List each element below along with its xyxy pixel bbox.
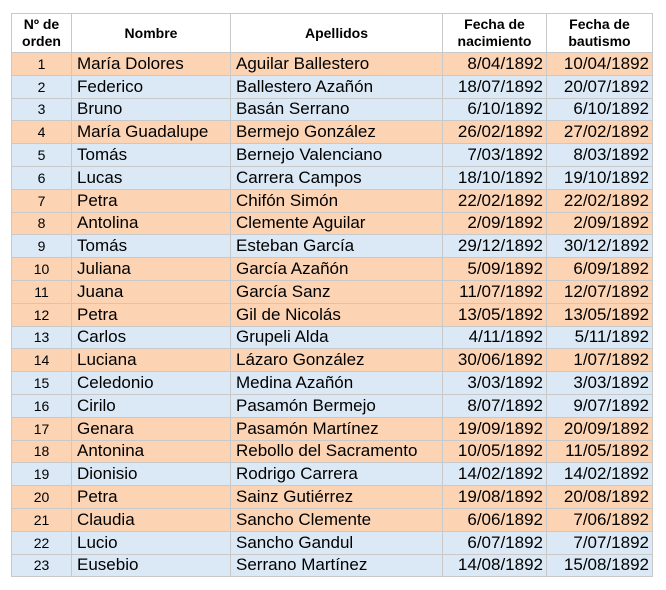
cell-nacimiento: 18/07/1892	[443, 75, 547, 98]
cell-orden: 22	[12, 531, 72, 554]
cell-nombre: Petra	[72, 303, 231, 326]
cell-nacimiento: 6/06/1892	[443, 508, 547, 531]
cell-nombre: Bruno	[72, 98, 231, 121]
cell-nacimiento: 6/10/1892	[443, 98, 547, 121]
cell-orden: 4	[12, 121, 72, 144]
cell-nombre: Tomás	[72, 235, 231, 258]
table-row	[12, 166, 653, 189]
cell-nacimiento: 14/08/1892	[443, 554, 547, 577]
table-row	[12, 463, 653, 486]
cell-nacimiento: 13/05/1892	[443, 303, 547, 326]
cell-bautismo: 12/07/1892	[547, 280, 653, 303]
cell-nombre: Cirilo	[72, 394, 231, 417]
cell-nacimiento: 11/07/1892	[443, 280, 547, 303]
table-row	[12, 554, 653, 577]
cell-nombre: Carlos	[72, 326, 231, 349]
cell-orden: 13	[12, 326, 72, 349]
table-row	[12, 372, 653, 395]
cell-nombre: María Guadalupe	[72, 121, 231, 144]
cell-bautismo: 14/02/1892	[547, 463, 653, 486]
baptism-register-table	[11, 13, 653, 577]
cell-orden: 11	[12, 280, 72, 303]
table-row	[12, 349, 653, 372]
cell-apellidos: Rodrigo Carrera	[231, 463, 443, 486]
table-row	[12, 486, 653, 509]
table-row	[12, 98, 653, 121]
cell-nombre: Juliana	[72, 258, 231, 281]
cell-apellidos: Pasamón Bermejo	[231, 394, 443, 417]
cell-apellidos: Sainz Gutiérrez	[231, 486, 443, 509]
cell-nombre: Eusebio	[72, 554, 231, 577]
cell-nombre: Genara	[72, 417, 231, 440]
cell-orden: 3	[12, 98, 72, 121]
cell-orden: 18	[12, 440, 72, 463]
cell-apellidos: Gil de Nicolás	[231, 303, 443, 326]
table-row	[12, 326, 653, 349]
header-row	[12, 14, 653, 53]
cell-bautismo: 3/03/1892	[547, 372, 653, 395]
table-row	[12, 53, 653, 76]
table-row	[12, 417, 653, 440]
table-row	[12, 212, 653, 235]
cell-bautismo: 6/10/1892	[547, 98, 653, 121]
cell-orden: 1	[12, 53, 72, 76]
cell-nacimiento: 2/09/1892	[443, 212, 547, 235]
cell-orden: 14	[12, 349, 72, 372]
cell-apellidos: Esteban García	[231, 235, 443, 258]
cell-apellidos: García Azañón	[231, 258, 443, 281]
table-row	[12, 280, 653, 303]
cell-nombre: Petra	[72, 486, 231, 509]
cell-nombre: Petra	[72, 189, 231, 212]
cell-apellidos: Pasamón Martínez	[231, 417, 443, 440]
cell-nacimiento: 10/05/1892	[443, 440, 547, 463]
cell-nacimiento: 7/03/1892	[443, 144, 547, 167]
cell-orden: 10	[12, 258, 72, 281]
cell-apellidos: Grupeli Alda	[231, 326, 443, 349]
header-apellidos: Apellidos	[231, 14, 443, 53]
cell-apellidos: Bernejo Valenciano	[231, 144, 443, 167]
table-row	[12, 440, 653, 463]
cell-apellidos: Ballestero Azañón	[231, 75, 443, 98]
cell-orden: 8	[12, 212, 72, 235]
cell-nacimiento: 30/06/1892	[443, 349, 547, 372]
cell-nacimiento: 6/07/1892	[443, 531, 547, 554]
cell-orden: 12	[12, 303, 72, 326]
cell-nombre: Antonina	[72, 440, 231, 463]
cell-apellidos: Lázaro González	[231, 349, 443, 372]
cell-nacimiento: 22/02/1892	[443, 189, 547, 212]
table-row	[12, 508, 653, 531]
cell-bautismo: 27/02/1892	[547, 121, 653, 144]
header-nombre: Nombre	[72, 14, 231, 53]
cell-orden: 17	[12, 417, 72, 440]
cell-nacimiento: 8/07/1892	[443, 394, 547, 417]
cell-nombre: Tomás	[72, 144, 231, 167]
table-row	[12, 144, 653, 167]
cell-apellidos: Bermejo González	[231, 121, 443, 144]
cell-apellidos: Chifón Simón	[231, 189, 443, 212]
cell-orden: 16	[12, 394, 72, 417]
cell-nombre: Dionisio	[72, 463, 231, 486]
cell-bautismo: 30/12/1892	[547, 235, 653, 258]
cell-bautismo: 5/11/1892	[547, 326, 653, 349]
cell-bautismo: 10/04/1892	[547, 53, 653, 76]
cell-bautismo: 15/08/1892	[547, 554, 653, 577]
cell-nacimiento: 18/10/1892	[443, 166, 547, 189]
cell-bautismo: 19/10/1892	[547, 166, 653, 189]
table-row	[12, 75, 653, 98]
table-row	[12, 394, 653, 417]
cell-nombre: Juana	[72, 280, 231, 303]
cell-orden: 2	[12, 75, 72, 98]
cell-apellidos: Sancho Gandul	[231, 531, 443, 554]
baptism-register-table-container	[11, 13, 653, 577]
cell-apellidos: Clemente Aguilar	[231, 212, 443, 235]
cell-orden: 23	[12, 554, 72, 577]
cell-nacimiento: 19/09/1892	[443, 417, 547, 440]
table-row	[12, 303, 653, 326]
cell-nombre: María Dolores	[72, 53, 231, 76]
cell-apellidos: Carrera Campos	[231, 166, 443, 189]
cell-nombre: Antolina	[72, 212, 231, 235]
table-row	[12, 121, 653, 144]
cell-nacimiento: 26/02/1892	[443, 121, 547, 144]
cell-bautismo: 20/08/1892	[547, 486, 653, 509]
cell-apellidos: Rebollo del Sacramento	[231, 440, 443, 463]
cell-nombre: Celedonio	[72, 372, 231, 395]
cell-apellidos: Aguilar Ballestero	[231, 53, 443, 76]
cell-bautismo: 2/09/1892	[547, 212, 653, 235]
cell-bautismo: 20/07/1892	[547, 75, 653, 98]
cell-nombre: Luciana	[72, 349, 231, 372]
cell-bautismo: 7/07/1892	[547, 531, 653, 554]
cell-nombre: Federico	[72, 75, 231, 98]
cell-bautismo: 22/02/1892	[547, 189, 653, 212]
cell-apellidos: Medina Azañón	[231, 372, 443, 395]
table-row	[12, 189, 653, 212]
cell-apellidos: Basán Serrano	[231, 98, 443, 121]
cell-bautismo: 7/06/1892	[547, 508, 653, 531]
cell-bautismo: 11/05/1892	[547, 440, 653, 463]
cell-nacimiento: 8/04/1892	[443, 53, 547, 76]
cell-apellidos: García Sanz	[231, 280, 443, 303]
header-orden: Nº de orden	[12, 14, 72, 53]
header-nacimiento: Fecha de nacimiento	[443, 14, 547, 53]
cell-nacimiento: 29/12/1892	[443, 235, 547, 258]
cell-orden: 6	[12, 166, 72, 189]
cell-nombre: Lucio	[72, 531, 231, 554]
cell-bautismo: 9/07/1892	[547, 394, 653, 417]
cell-apellidos: Serrano Martínez	[231, 554, 443, 577]
cell-orden: 7	[12, 189, 72, 212]
table-row	[12, 531, 653, 554]
cell-bautismo: 13/05/1892	[547, 303, 653, 326]
table-row	[12, 235, 653, 258]
cell-orden: 15	[12, 372, 72, 395]
cell-orden: 20	[12, 486, 72, 509]
cell-bautismo: 8/03/1892	[547, 144, 653, 167]
cell-nacimiento: 19/08/1892	[443, 486, 547, 509]
cell-bautismo: 6/09/1892	[547, 258, 653, 281]
cell-apellidos: Sancho Clemente	[231, 508, 443, 531]
cell-nombre: Claudia	[72, 508, 231, 531]
cell-bautismo: 1/07/1892	[547, 349, 653, 372]
cell-nacimiento: 3/03/1892	[443, 372, 547, 395]
table-row	[12, 258, 653, 281]
cell-nombre: Lucas	[72, 166, 231, 189]
cell-bautismo: 20/09/1892	[547, 417, 653, 440]
cell-orden: 21	[12, 508, 72, 531]
cell-nacimiento: 4/11/1892	[443, 326, 547, 349]
cell-nacimiento: 5/09/1892	[443, 258, 547, 281]
cell-orden: 19	[12, 463, 72, 486]
cell-orden: 5	[12, 144, 72, 167]
cell-nacimiento: 14/02/1892	[443, 463, 547, 486]
cell-orden: 9	[12, 235, 72, 258]
header-bautismo: Fecha de bautismo	[547, 14, 653, 53]
